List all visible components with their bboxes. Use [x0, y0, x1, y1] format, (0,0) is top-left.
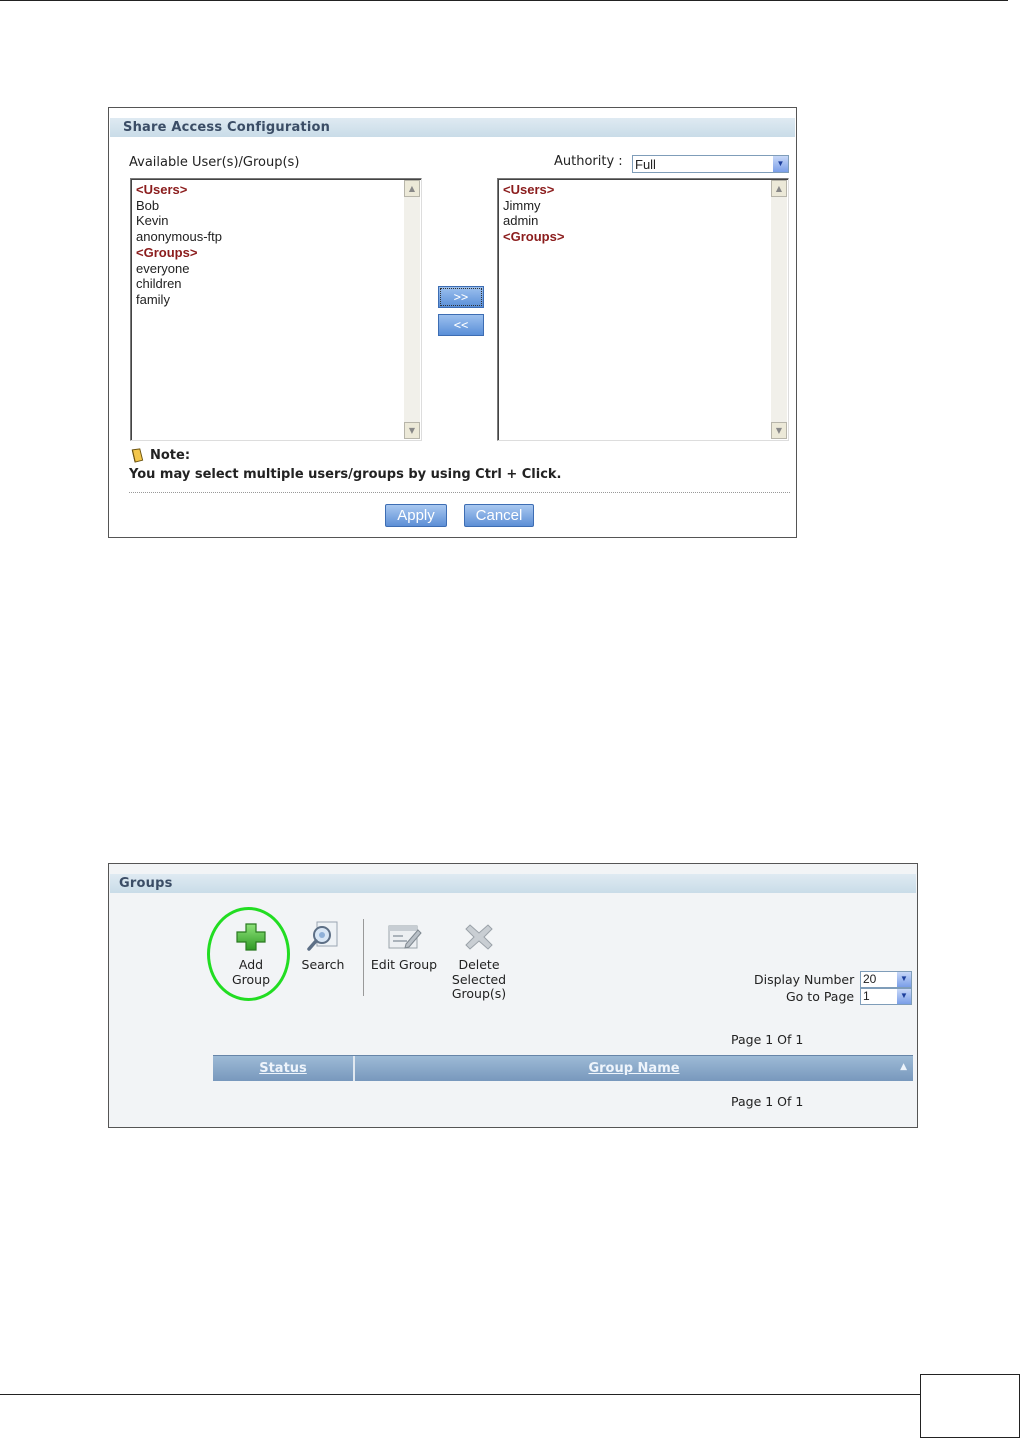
list-item[interactable]: Jimmy	[503, 197, 541, 213]
available-list[interactable]	[130, 178, 422, 441]
scroll-up-icon[interactable]: ▲	[771, 180, 787, 197]
search-button[interactable]	[298, 920, 348, 973]
edit-icon	[386, 922, 422, 952]
delete-icon	[464, 922, 494, 952]
search-icon	[306, 920, 340, 952]
remove-from-selected-button[interactable]: <<	[438, 314, 484, 336]
separator	[129, 492, 790, 493]
list-group-header: <Groups>	[503, 229, 565, 245]
list-group-header: <Users>	[503, 182, 555, 197]
apply-button[interactable]: Apply	[385, 504, 447, 527]
panel-title: Groups	[110, 874, 916, 893]
add-group-label: Add Group	[231, 957, 271, 987]
edit-group-button[interactable]	[369, 922, 439, 973]
available-list-scrollbar[interactable]	[404, 180, 420, 439]
authority-value: Full	[635, 157, 656, 172]
authority-select[interactable]	[632, 155, 789, 173]
available-list-items	[136, 182, 222, 308]
edit-group-label: Edit Group	[370, 957, 438, 972]
page-number-box	[920, 1374, 1020, 1438]
chevron-down-icon[interactable]: ▼	[773, 156, 788, 172]
available-users-groups-label: Available User(s)/Group(s)	[129, 155, 300, 170]
scroll-down-icon[interactable]: ▼	[404, 422, 420, 439]
display-number-select[interactable]	[860, 971, 912, 988]
list-item[interactable]: admin	[503, 213, 539, 229]
list-group-header: <Users>	[136, 182, 188, 197]
note-icon	[130, 448, 144, 463]
groups-table-header	[213, 1055, 913, 1081]
display-number-value: 20	[863, 972, 877, 986]
list-group-header: <Groups>	[136, 244, 198, 260]
page-info-bottom: Page 1 Of 1	[731, 1094, 804, 1109]
authority-label: Authority :	[554, 154, 623, 169]
display-number-label: Display Number	[754, 972, 855, 987]
panel-title: Share Access Configuration	[110, 118, 795, 137]
toolbar-separator	[363, 919, 364, 996]
page-bottom-rule	[0, 1394, 920, 1395]
list-item[interactable]: Bob	[136, 197, 160, 213]
go-to-page-label: Go to Page	[786, 989, 855, 1004]
column-group-name[interactable]: Group Name	[588, 1061, 680, 1076]
chevron-down-icon[interactable]: ▼	[897, 972, 911, 987]
list-item[interactable]: Kevin	[136, 213, 169, 229]
delete-selected-groups-button[interactable]	[444, 922, 514, 1002]
groups-panel	[108, 863, 918, 1128]
note-title: Note:	[150, 448, 191, 463]
go-to-page-value: 1	[863, 989, 870, 1003]
list-item[interactable]: anonymous-ftp	[136, 229, 222, 245]
selected-list-items	[503, 182, 564, 245]
note-text: You may select multiple users/groups by using Ctrl + Click.	[129, 467, 562, 482]
selected-list-scrollbar[interactable]	[771, 180, 787, 439]
cancel-button[interactable]: Cancel	[464, 504, 534, 527]
chevron-down-icon[interactable]: ▼	[897, 989, 911, 1004]
highlight-circle	[207, 907, 290, 1001]
share-access-panel	[108, 107, 797, 538]
column-status[interactable]: Status	[259, 1061, 307, 1076]
add-to-selected-button[interactable]: >>	[438, 286, 484, 308]
scroll-up-icon[interactable]: ▲	[404, 180, 420, 197]
sort-ascending-icon[interactable]: ▲	[900, 1062, 907, 1072]
page-top-rule	[0, 0, 1008, 1]
list-item[interactable]: everyone	[136, 260, 190, 276]
go-to-page-select[interactable]	[860, 988, 912, 1005]
list-item[interactable]: children	[136, 276, 182, 292]
list-item[interactable]: family	[136, 291, 170, 307]
scroll-down-icon[interactable]: ▼	[771, 422, 787, 439]
delete-selected-groups-label: Delete Selected Group(s)	[451, 957, 507, 1001]
search-label: Search	[301, 957, 345, 972]
selected-list[interactable]	[497, 178, 789, 441]
page-info-top: Page 1 Of 1	[731, 1032, 804, 1047]
